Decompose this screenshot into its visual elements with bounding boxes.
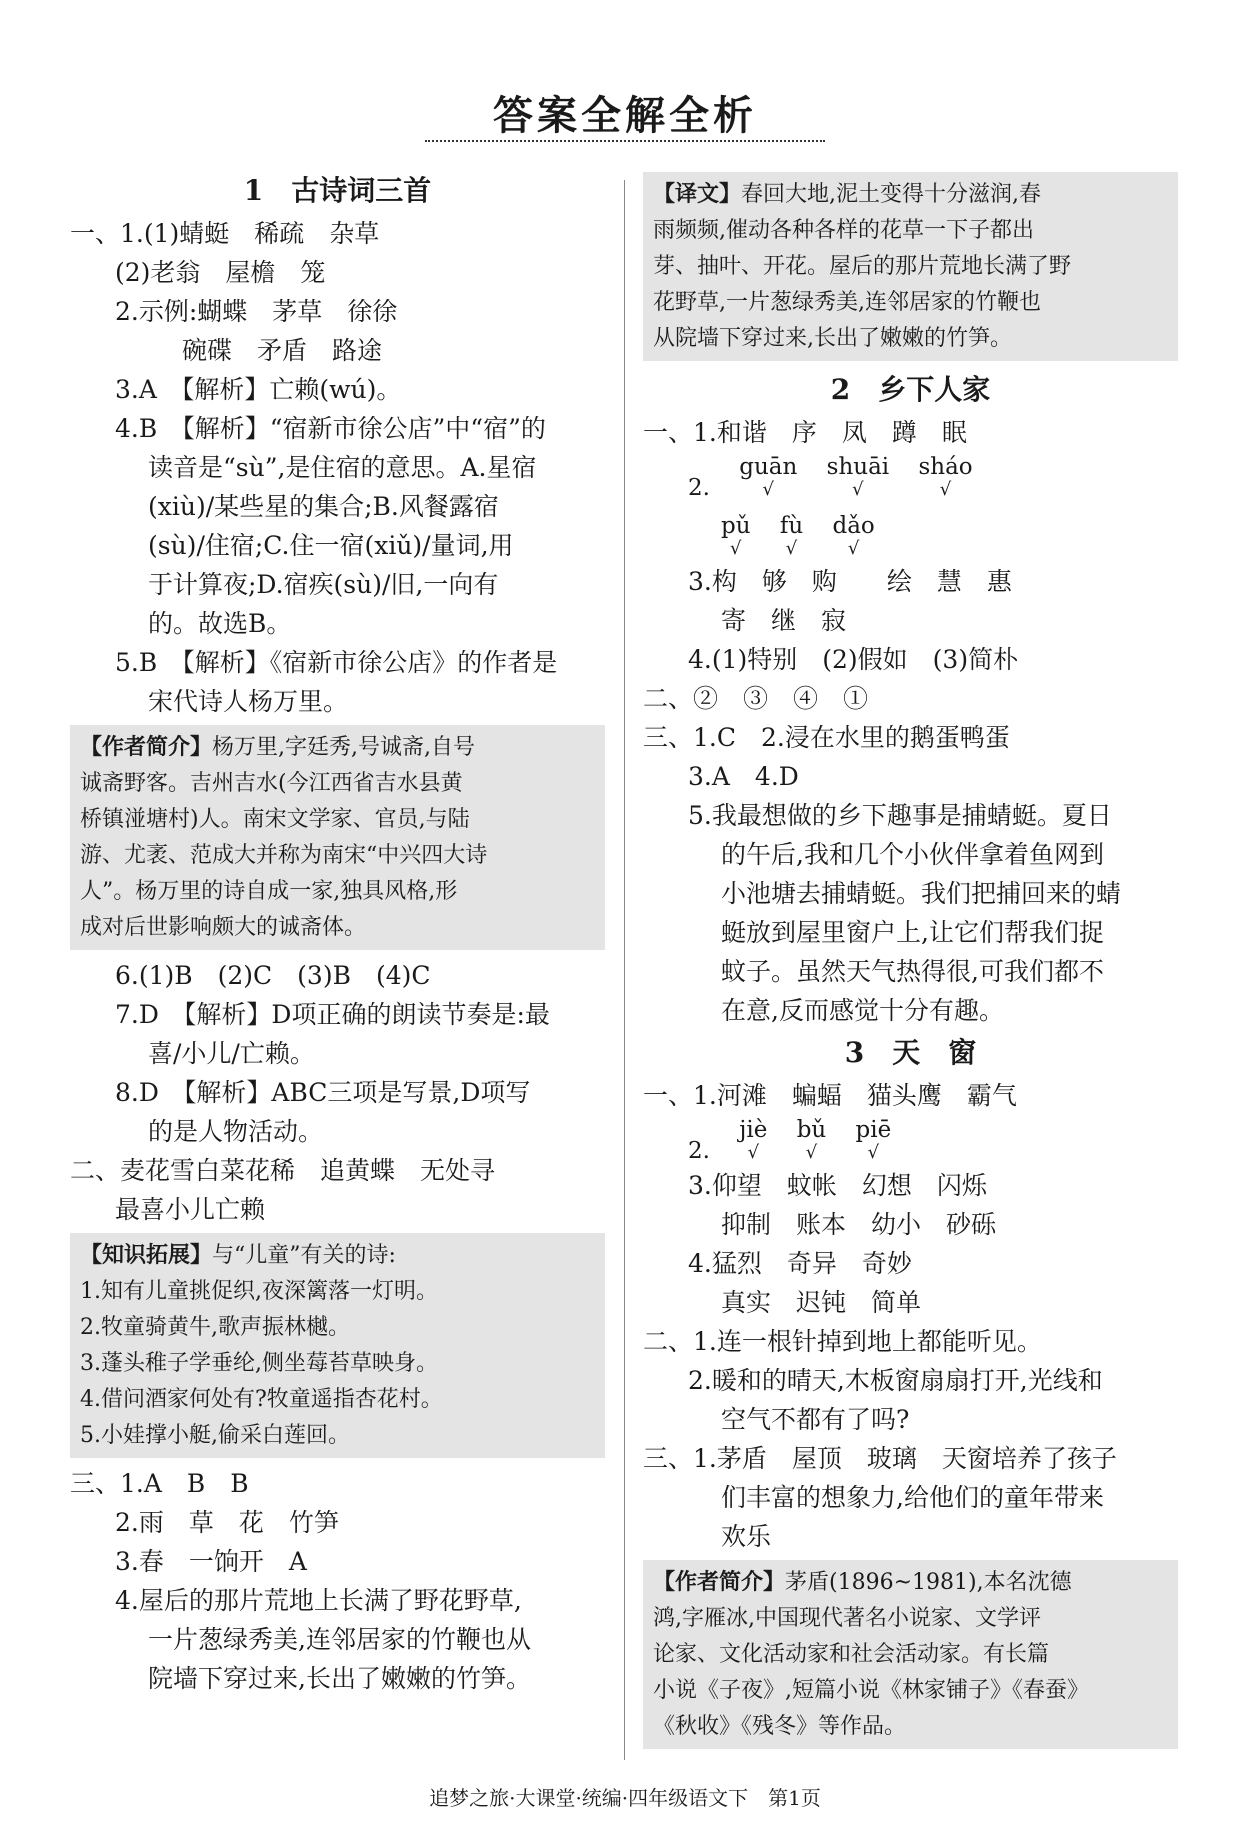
- box-text: 杨万里,字廷秀,号诚斋,自号: [212, 735, 475, 760]
- lesson-1-heading: 1 古诗词三首: [243, 174, 432, 207]
- pinyin-text: dǎo: [832, 513, 875, 539]
- answer-line: 们丰富的想象力,给他们的童年带来: [721, 1483, 1104, 1512]
- author-intro-tag: 【作者简介】: [653, 1569, 786, 1595]
- box-text: 人”。杨万里的诗自成一家,独具风格,形: [80, 879, 458, 904]
- box-text: 成对后世影响颇大的诚斋体。: [80, 915, 367, 940]
- author-intro-box: [70, 725, 605, 950]
- box-text: 鸿,字雁冰,中国现代著名小说家、文学评: [653, 1606, 1041, 1631]
- answer-line: 2.暖和的晴天,木板窗扇扇打开,光线和: [688, 1366, 1103, 1395]
- box-text: 与“儿童”有关的诗:: [212, 1243, 396, 1268]
- check-mark-icon: √: [939, 479, 952, 500]
- answer-line: 4.屋后的那片荒地上长满了野花野草,: [115, 1586, 522, 1615]
- pinyin-text: bǔ: [796, 1117, 827, 1143]
- translation-box: [643, 172, 1178, 361]
- column-divider: [624, 180, 625, 1760]
- author-intro-box: [643, 1560, 1178, 1749]
- box-text: 从院墙下穿过来,长出了嫩嫩的竹笋。: [653, 326, 1012, 351]
- answer-line: 3.A 4.D: [688, 762, 799, 791]
- check-mark-icon: √: [785, 538, 798, 559]
- answer-line: 院墙下穿过来,长出了嫩嫩的竹笋。: [148, 1664, 531, 1693]
- pinyin-text: sháo: [918, 454, 973, 480]
- pinyin-item: [918, 452, 972, 498]
- answer-line: 宋代诗人杨万里。: [148, 687, 349, 716]
- answer-line: 真实 迟钝 简单: [721, 1288, 922, 1317]
- answer-line: 8.D 【解析】ABC三项是写景,D项写: [115, 1078, 531, 1107]
- right-column: [643, 168, 1178, 1755]
- answer-line: 三、1.茅盾 屋顶 玻璃 天窗培养了孩子: [643, 1444, 1117, 1473]
- check-mark-icon: √: [852, 479, 864, 500]
- check-mark-icon: √: [730, 538, 742, 559]
- answer-line: 最喜小儿亡赖: [115, 1195, 266, 1224]
- check-mark-icon: √: [762, 479, 775, 500]
- answer-line: 2.示例:蝴蝶 茅草 徐徐: [115, 297, 398, 326]
- page-footer: 追梦之旅·大课堂·统编·四年级语文下 第1页: [429, 1786, 821, 1810]
- box-text: 论家、文化活动家和社会活动家。有长篇: [653, 1642, 1050, 1667]
- box-text: 芽、抽叶、开花。屋后的那片荒地长满了野: [653, 254, 1072, 279]
- box-text: 桥镇湴塘村)人。南宋文学家、官员,与陆: [80, 807, 470, 832]
- translation-tag: 【译文】: [653, 181, 742, 207]
- knowledge-tag: 【知识拓展】: [80, 1242, 213, 1268]
- author-intro-tag: 【作者简介】: [80, 734, 213, 760]
- answer-line: 6.(1)B (2)C (3)B (4)C: [115, 961, 431, 990]
- pinyin-item: [797, 1115, 827, 1161]
- answer-line: 蜓放到屋里窗户上,让它们帮我们捉: [721, 918, 1104, 947]
- lesson-2-heading: 2 乡下人家: [830, 373, 991, 406]
- box-text: 雨频频,催动各种各样的花草一下子都出: [653, 218, 1034, 243]
- check-mark-icon: √: [847, 538, 860, 559]
- pinyin-text: piē: [855, 1117, 892, 1143]
- answer-line: 抑制 账本 幼小 砂砾: [721, 1210, 997, 1239]
- answer-line: 7.D 【解析】D项正确的朗读节奏是:最: [115, 1000, 550, 1029]
- answer-line: 2.雨 草 花 竹笋: [115, 1508, 339, 1537]
- answer-line: 4.(1)特别 (2)假如 (3)简朴: [688, 645, 1019, 674]
- answer-line: 5.B 【解析】《宿新市徐公店》的作者是: [115, 648, 558, 677]
- item-number: 2.: [688, 1138, 710, 1164]
- answer-line: 3.春 一饷开 A: [115, 1547, 307, 1576]
- title-underline: [425, 140, 825, 142]
- box-text: 4.借问酒家何处有?牧童遥指杏花村。: [80, 1387, 443, 1412]
- pinyin-text: jiè: [739, 1117, 768, 1143]
- answer-line: 3.构 够 购 绘 慧 惠: [688, 567, 1012, 596]
- answer-line: 寄 继 寂: [721, 606, 847, 635]
- answer-line: 二、1.连一根针掉到地上都能听见。: [643, 1327, 1042, 1356]
- pinyin-row: [643, 452, 1178, 503]
- pinyin-text: fù: [779, 513, 804, 539]
- answer-line: 二、麦花雪白菜花稀 追黄蝶 无处寻: [70, 1156, 496, 1185]
- answer-line: 读音是“sù”,是住宿的意思。A.星宿: [148, 453, 537, 482]
- answer-line: 于计算夜;D.宿疾(sù)/旧,一向有: [148, 570, 499, 599]
- box-text: 茅盾(1896~1981),本名沈德: [785, 1570, 1072, 1595]
- left-column: [70, 168, 605, 1698]
- answer-line: 一、1.河滩 蝙蝠 猫头鹰 霸气: [643, 1081, 1017, 1110]
- answer-line: 5.我最想做的乡下趣事是捕蜻蜓。夏日: [688, 801, 1112, 830]
- answer-line: 的。故选B。: [148, 609, 292, 638]
- check-mark-icon: √: [805, 1142, 818, 1163]
- box-text: 春回大地,泥土变得十分滋润,春: [741, 182, 1042, 207]
- pinyin-text: shuāi: [826, 454, 890, 480]
- item-number: 2.: [688, 475, 710, 501]
- page-title: 答案全解全析: [493, 92, 757, 139]
- answer-line: 3.A 【解析】亡赖(wú)。: [115, 375, 402, 404]
- pinyin-text: guān: [739, 454, 798, 480]
- box-text: 5.小娃撑小艇,偷采白莲回。: [80, 1423, 350, 1448]
- answer-line: 喜/小儿/亡赖。: [148, 1039, 315, 1068]
- answer-line: 一、1.(1)蜻蜓 稀疏 杂草: [70, 219, 380, 248]
- box-text: 花野草,一片葱绿秀美,连邻居家的竹鞭也: [653, 290, 1041, 315]
- pinyin-text: pǔ: [721, 513, 751, 539]
- answer-line: 欢乐: [721, 1522, 772, 1551]
- box-text: 游、尤袤、范成大并称为南宋“中兴四大诗: [80, 843, 488, 868]
- answer-line: 蚊子。虽然天气热得很,可我们都不: [721, 957, 1104, 986]
- box-text: 2.牧童骑黄牛,歌声振林樾。: [80, 1315, 350, 1340]
- pinyin-item: [721, 511, 751, 557]
- answer-line: 在意,反而感觉十分有趣。: [721, 996, 1004, 1025]
- pinyin-item: [856, 1115, 892, 1161]
- pinyin-row: [643, 511, 1178, 562]
- answer-line: 的午后,我和几个小伙伴拿着鱼网到: [721, 840, 1104, 869]
- answer-line: (2)老翁 屋檐 笼: [115, 258, 326, 287]
- answer-line: 4.B 【解析】“宿新市徐公店”中“宿”的: [115, 414, 546, 443]
- answer-line: 一片葱绿秀美,连邻居家的竹鞭也从: [148, 1625, 531, 1654]
- pinyin-item: [780, 511, 803, 557]
- pinyin-item: [833, 511, 875, 557]
- box-text: 3.蓬头稚子学垂纶,侧坐莓苔草映身。: [80, 1351, 438, 1376]
- check-mark-icon: √: [867, 1142, 880, 1163]
- answer-line: 三、1.C 2.浸在水里的鹅蛋鸭蛋: [643, 723, 1010, 752]
- answer-line: 4.猛烈 奇异 奇妙: [688, 1249, 912, 1278]
- box-text: 1.知有儿童挑促织,夜深篱落一灯明。: [80, 1279, 438, 1304]
- pinyin-row: [643, 1115, 1178, 1166]
- check-mark-icon: √: [747, 1142, 760, 1163]
- answer-line: (xiù)/某些星的集合;B.风餐露宿: [148, 492, 499, 521]
- answer-line: 三、1.A B B: [70, 1469, 249, 1498]
- answer-line: 的是人物活动。: [148, 1117, 324, 1146]
- pinyin-item: [739, 1115, 767, 1161]
- answer-line: 二、② ③ ④ ①: [643, 684, 869, 713]
- answer-line: 碗碟 矛盾 路途: [182, 336, 383, 365]
- pinyin-item: [739, 452, 797, 498]
- pinyin-item: [827, 452, 890, 498]
- box-text: 诚斋野客。吉州吉水(今江西省吉水县黄: [80, 771, 463, 796]
- box-text: 《秋收》《残冬》等作品。: [653, 1714, 907, 1739]
- box-text: 小说《子夜》,短篇小说《林家铺子》《春蚕》: [653, 1678, 1089, 1703]
- answer-line: 小池塘去捕蜻蜓。我们把捕回来的蜻: [721, 879, 1122, 908]
- answer-line: 空气不都有了吗?: [721, 1405, 910, 1434]
- answer-line: 一、1.和谐 序 凤 蹲 眠: [643, 418, 967, 447]
- knowledge-box: [70, 1233, 605, 1458]
- answer-line: 3.仰望 蚊帐 幻想 闪烁: [688, 1171, 987, 1200]
- lesson-3-heading: 3 天 窗: [844, 1036, 977, 1069]
- answer-line: (sù)/住宿;C.住一宿(xiǔ)/量词,用: [148, 531, 514, 560]
